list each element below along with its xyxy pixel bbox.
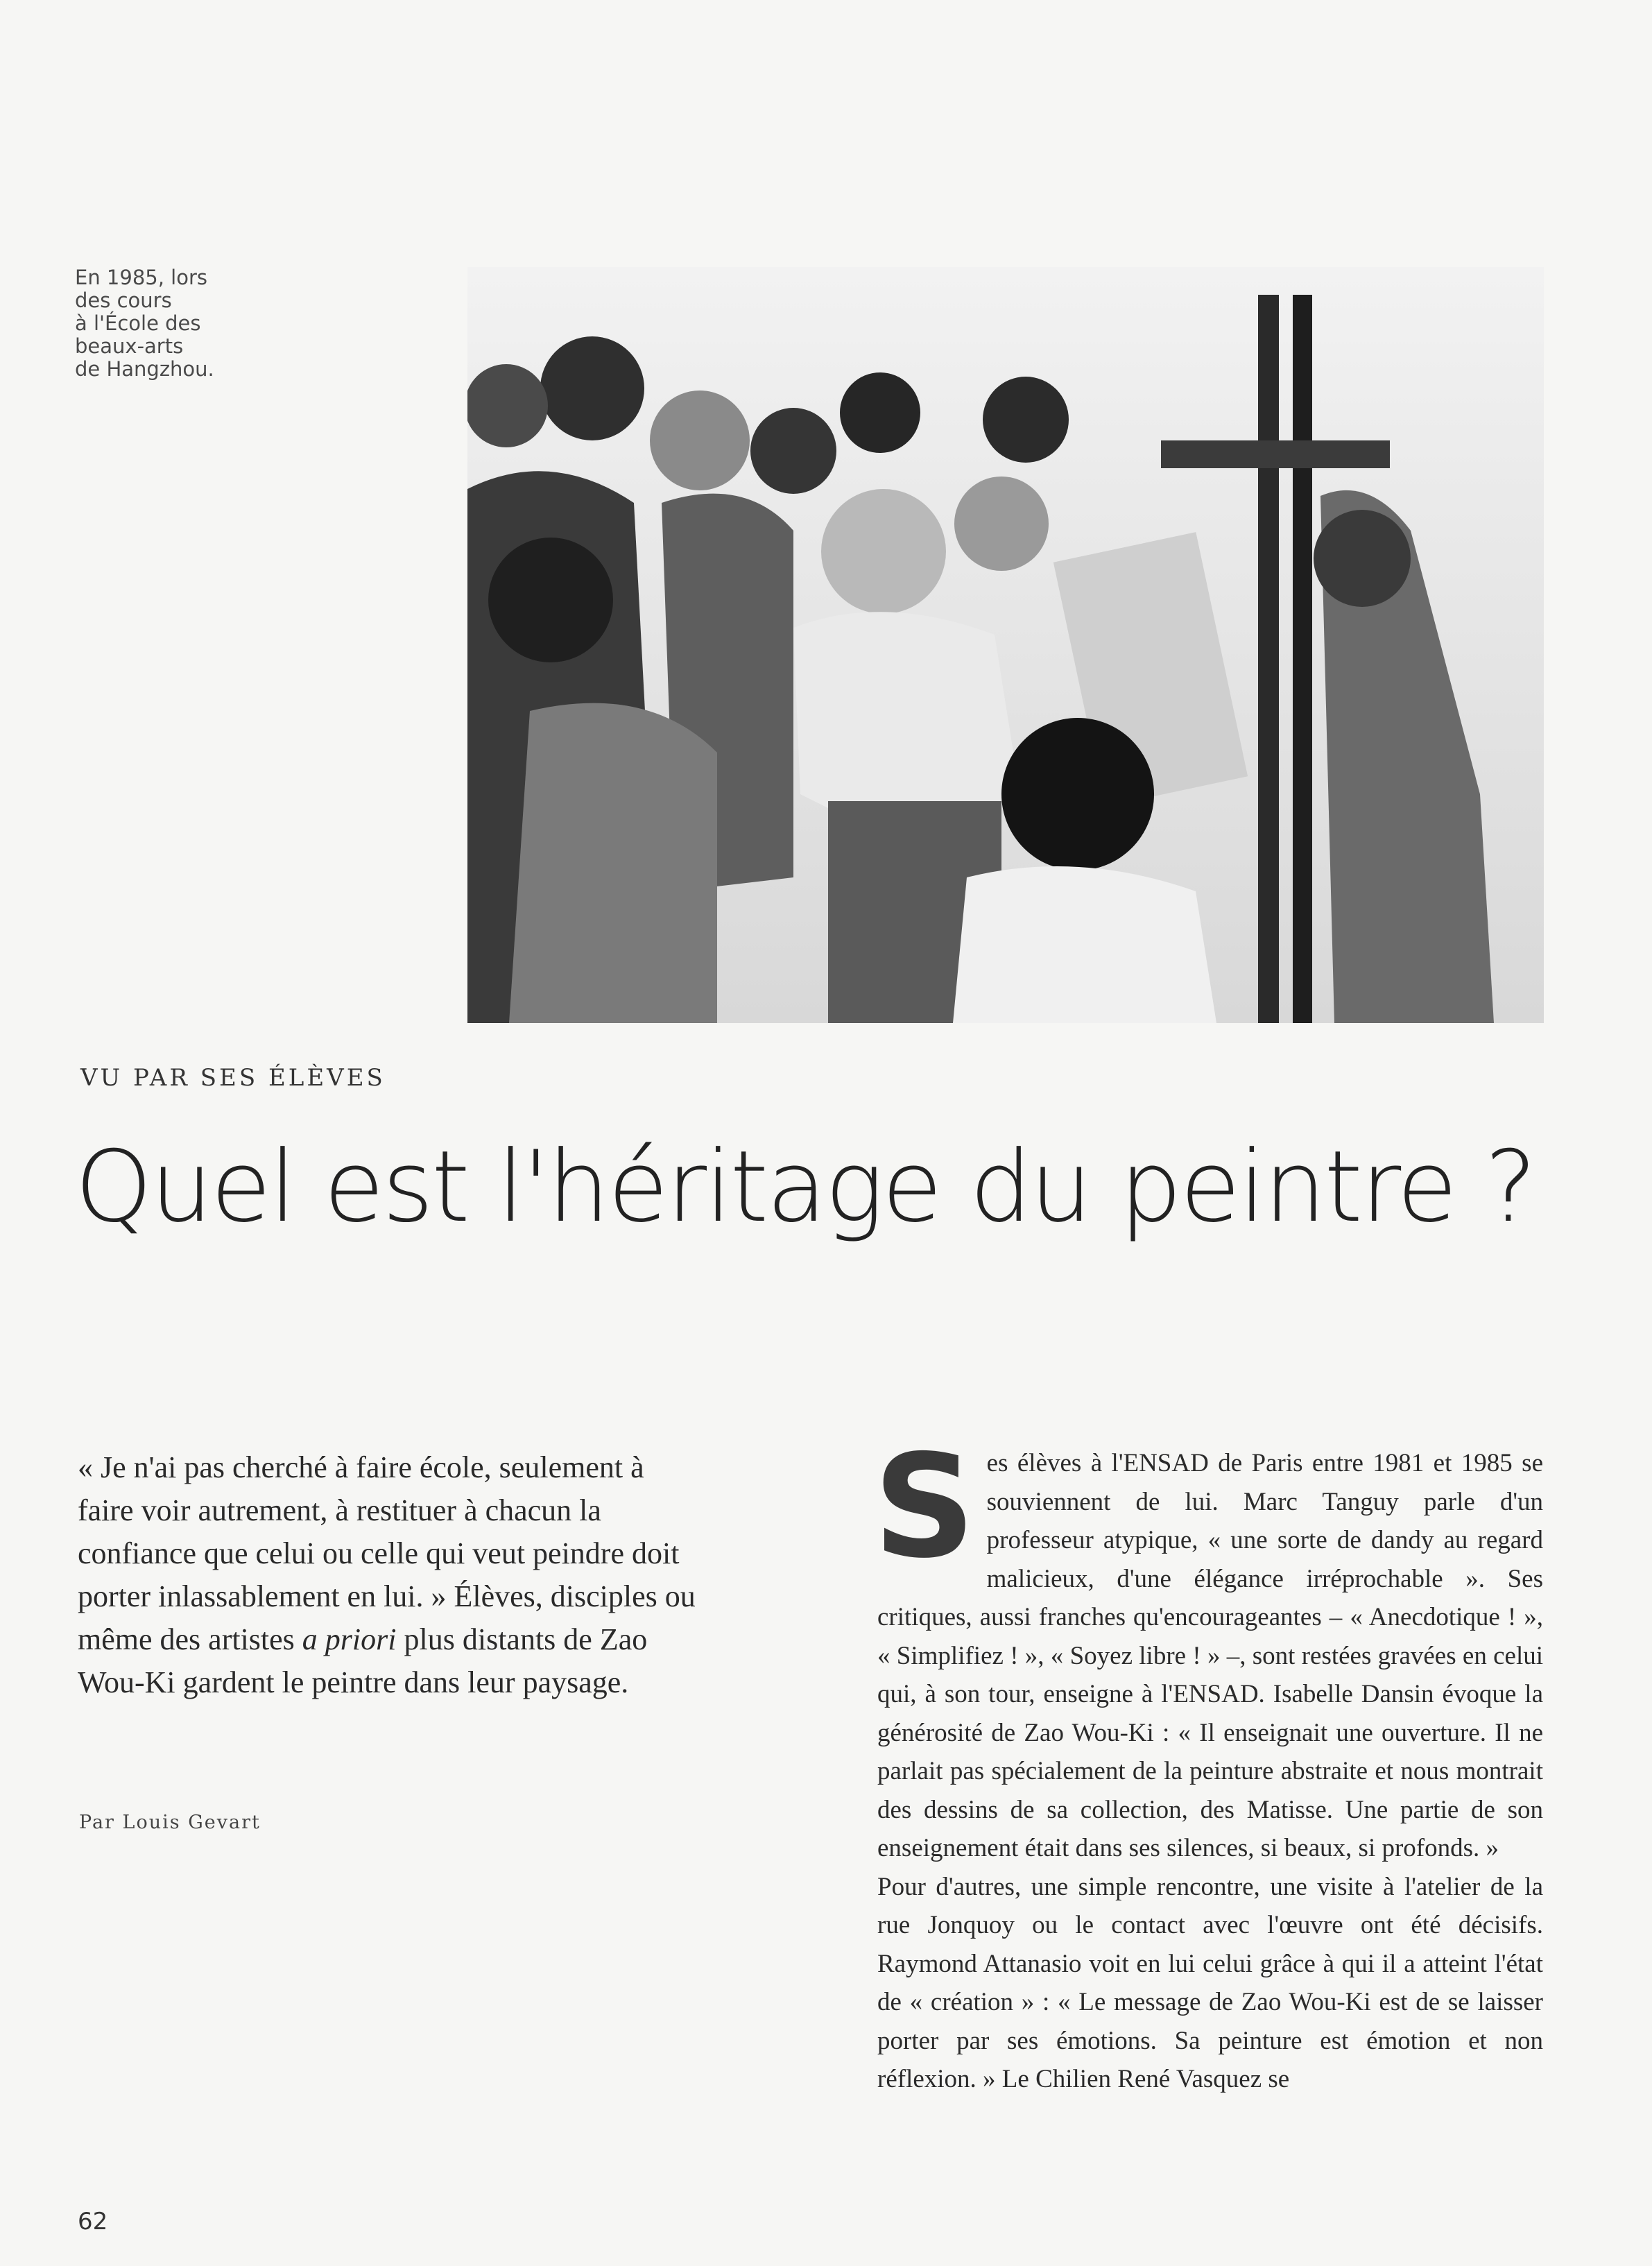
intro-italic: a priori <box>302 1622 397 1656</box>
photo-caption <box>75 266 248 381</box>
article-paragraph <box>873 1425 1543 1868</box>
article-body <box>873 1425 1543 2099</box>
article-paragraph-text: es élèves à l'ENSAD de Paris entre 1981 et 1985 se souviennent de lui. Marc Tanguy parle d'un professeur atypique, « une sorte de dandy au regard malicieux, d'une élégance irréprochable ». Ses critiques, aussi franches qu'encourageantes – « Anecdotique ! », « Simplifiez ! », « Soyez libre ! » –, sont restées gravées en celui qui, à son tour, enseigne à l'ENSAD. Isabelle Dansin évoque la générosité de Zao Wou-Ki : « Il enseignait une ouverture. Il ne parlait pas spécialement de la peinture abstraite et nous montrait des dessins de sa collection, des Matisse. Une partie de son enseignement était dans ses silences, si beaux, si profonds. » <box>877 1449 1543 1862</box>
intro-paragraph <box>78 1446 702 1704</box>
caption-line: de Hangzhou. <box>75 357 214 381</box>
section-label: VU PAR SES ÉLÈVES <box>80 1064 386 1092</box>
class-photo <box>467 267 1544 1023</box>
caption-line: En 1985, lors <box>75 266 207 289</box>
byline: Par Louis Gevart <box>79 1812 261 1833</box>
article-paragraph: Pour d'autres, une simple rencontre, une visite à l'atelier de la rue Jonquoy ou le contact avec l'œuvre ont été décisifs. Raymond Attanasio voit en lui celui grâce à qui il a atteint l'état de « création » : « Le message de Zao Wou-Ki est de se laisser porter par ses émotions. Sa peinture est émotion et non réflexion. » Le Chilien René Vasquez se <box>877 1872 1543 2093</box>
intro-text: « Je n'ai pas cherché à faire école, seulement à faire voir autrement, à restituer à chacun la confiance que celui ou celle qui veut peindre doit porter inlassablement en lui. » Élèves, disciples ou même des artistes <box>78 1450 696 1656</box>
drop-cap: S <box>873 1425 976 1590</box>
intro-text-end: plus distants de Zao Wou-Ki gardent le peintre dans leur paysage. <box>78 1622 648 1699</box>
page-number: 62 <box>78 2208 108 2235</box>
photo-icon <box>467 267 1544 1023</box>
headline: Quel est l'héritage du peintre ? <box>75 1130 1535 1244</box>
caption-line: beaux-arts <box>75 334 184 358</box>
caption-line: des cours <box>75 289 172 312</box>
caption-line: à l'École des <box>75 311 201 335</box>
